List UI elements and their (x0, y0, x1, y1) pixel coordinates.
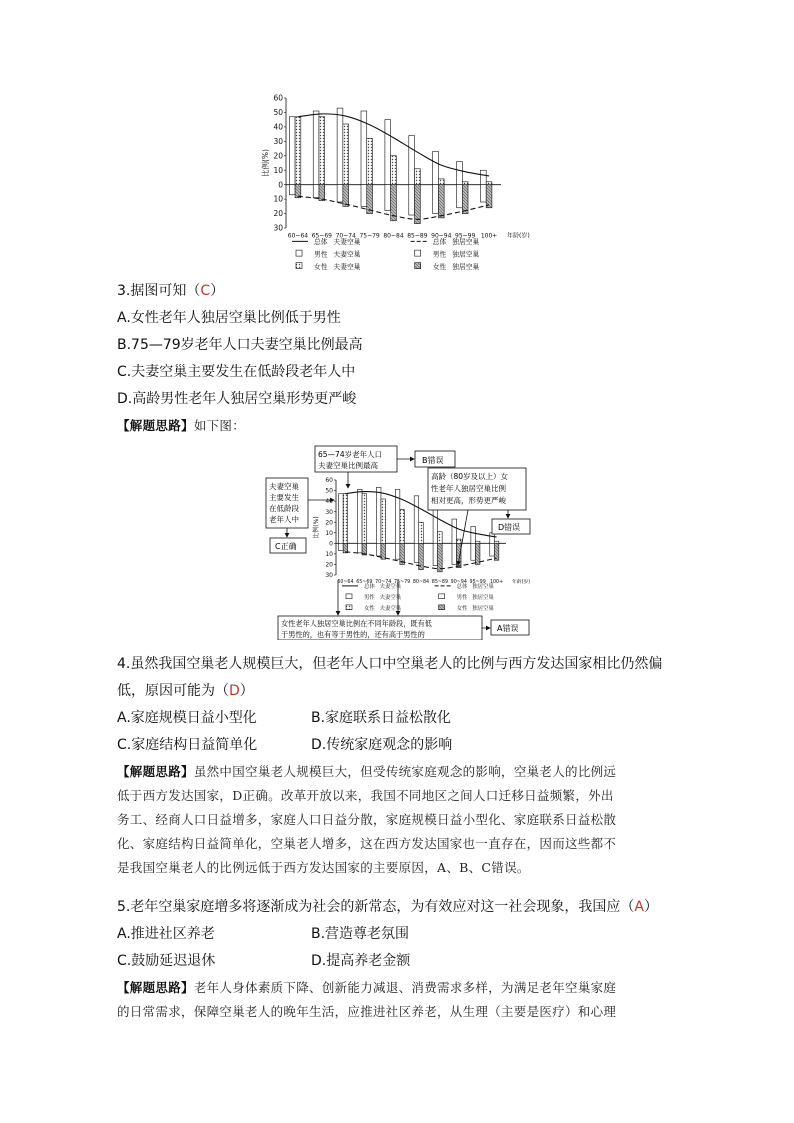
y-tick-label: 60 (273, 93, 283, 103)
y-tick-label: 40 (273, 122, 283, 132)
q5-analysis: 【解题思路】老年人身体素质下降、创新能力减退、消费需求多样，为满足老年空巢家庭 的日常需求，保障空巢老人的晚年生活，应推进社区养老，从生理（主要是医疗）和心理 (117, 978, 677, 1026)
legend-swatch (439, 605, 445, 610)
x-tick-label: 70~74 (375, 580, 392, 585)
x-tick-label: 85~89 (431, 580, 449, 585)
q3-answer: C (200, 283, 211, 299)
y-tick-label: 10 (325, 529, 333, 537)
x-tick-label: 100+ (489, 580, 504, 585)
legend-swatch (296, 250, 302, 256)
legend-label: 夫妻空巢 (379, 584, 402, 590)
q4-stem-line1: 4.虽然我国空巢老人规模巨大，但老年人口中空巢老人的比例与西方发达国家相比仍然偏 (117, 656, 663, 672)
y-tick-label: 30 (273, 223, 283, 233)
box-b-line1: 65—74岁老年人口 (318, 450, 383, 459)
bar-female-couple (381, 499, 386, 543)
legend-label: 夫妻空巢 (333, 238, 361, 246)
x-tick-label: 80~84 (383, 232, 404, 240)
x-axis-label: 年龄(岁) (507, 232, 530, 240)
diagram-svg (258, 440, 538, 640)
bar-male-alone (471, 543, 476, 560)
bar-female-couple (343, 494, 348, 544)
q4-answer: D (229, 683, 240, 699)
legend-label: 独居空巢 (472, 595, 494, 601)
x-tick-label: 80~84 (412, 580, 430, 585)
bar-female-alone (415, 185, 421, 224)
legend-label: 女性 (314, 263, 328, 271)
bar-male-couple (385, 120, 391, 185)
q4-option-c: C.家庭结构日益简单化 (117, 737, 258, 753)
legend-label: 总体 (456, 584, 468, 590)
bar-male-couple (414, 496, 419, 543)
bar-female-couple (457, 539, 462, 543)
x-tick-label: 90~94 (431, 232, 452, 240)
y-tick-label: 0 (278, 180, 283, 190)
box-b-line2: 夫妻空巢比例最高 (318, 461, 378, 470)
bar-male-couple (358, 490, 363, 544)
y-tick-label: 20 (273, 209, 283, 219)
legend-label: 独居空巢 (472, 606, 494, 612)
bar-female-couple (391, 156, 397, 185)
y-tick-label: 30 (273, 136, 283, 146)
q5-option-b: B.营造尊老氛围 (311, 926, 410, 942)
legend-label: 总体 (432, 238, 447, 246)
bar-male-alone (361, 185, 367, 207)
bar-male-alone (358, 543, 363, 553)
label-c: C正确 (275, 542, 297, 551)
bar-male-alone (414, 543, 419, 562)
x-tick-label: 75~79 (393, 580, 411, 585)
legend-label: 独居空巢 (472, 584, 494, 590)
q4-option-a: A.家庭规模日益小型化 (117, 710, 257, 726)
bar-male-alone (409, 185, 415, 215)
bar-male-alone (433, 185, 439, 214)
legend-swatch (346, 594, 352, 599)
q4-analysis-line: 务工、经商人口日益增多，家庭人口日益分散，家庭规模日益小型化、家庭联系日益松散 (117, 812, 617, 827)
bar-male-couple (313, 111, 319, 185)
y-tick-label: 10 (325, 550, 333, 558)
q4-analysis-line: 化、家庭结构日益简单化，空巢老人增多，这在西方发达国家也一直存在，因而这些都不 (117, 836, 617, 851)
x-tick-label: 65~69 (311, 232, 332, 240)
x-tick-label: 95~99 (469, 580, 486, 585)
bar-female-couple (494, 541, 499, 543)
legend-swatch (439, 594, 445, 599)
bar-male-couple (452, 519, 457, 543)
chart-svg (250, 92, 530, 272)
bar-male-alone (457, 185, 463, 208)
bar-female-couple (419, 522, 424, 543)
bar-female-couple (486, 182, 492, 185)
bar-male-alone (395, 543, 400, 559)
legend-label: 男性 (432, 250, 447, 259)
bar-female-couple (438, 179, 444, 185)
legend-swatch (415, 250, 421, 256)
label-a: A错误 (497, 624, 519, 633)
q5-option-d: D.提高养老金额 (311, 953, 411, 969)
bar-male-alone (433, 543, 438, 565)
bar-male-alone (490, 543, 495, 556)
legend-label: 夫妻空巢 (333, 263, 361, 271)
x-tick-label: 100+ (480, 232, 498, 240)
box-d-line3: 相对更高，形势更严峻 (431, 496, 506, 505)
bar-female-alone (343, 185, 349, 207)
y-tick-label: 20 (273, 151, 283, 161)
y-axis-label: 比例(%) (261, 149, 270, 177)
bar-male-alone (376, 543, 381, 556)
q4-analysis: 【解题思路】虽然中国空巢老人规模巨大，但受传统家庭观念的影响，空巢老人的比例远 低于西方发达国家，D正确。改革开放以来，我国不同地区之间人口迁移日益频繁，外出 务工、经商人口日益增多，家庭人口日益分散，家庭规模日益小型化、家庭联系日益松散 化、家庭结构日益简单化，空巢老人增多，这在西方发达国家也一直存在，因而这些都不 是我国空巢老人的比例远低于西方发达国家的主要原因，A、B、C错误。 (117, 762, 677, 882)
label-b: B错误 (422, 456, 444, 465)
label-d: D错误 (498, 523, 521, 532)
x-tick-label: 75~79 (359, 232, 380, 240)
box-d-line2: 性老年人独居空巢比例 (431, 484, 506, 493)
q3-analysis: 【解题思路】如下图： (117, 418, 246, 433)
x-tick-label: 95~99 (455, 232, 476, 240)
y-tick-label: 10 (273, 165, 283, 175)
y-tick-label: 20 (325, 561, 333, 569)
bar-male-couple (471, 526, 476, 543)
box-a-line1: 女性老年人独居空巢比例在不同年龄段，既有低 (281, 619, 432, 628)
legend-label: 总体 (314, 238, 328, 246)
bar-female-couple (343, 124, 349, 185)
y-tick-label: 40 (325, 498, 333, 506)
legend-swatch (415, 263, 421, 269)
x-tick-label: 70~74 (335, 232, 356, 240)
legend-label: 夫妻空巢 (379, 595, 402, 601)
q4-analysis-line: 低于西方发达国家，D正确。改革开放以来，我国不同地区之间人口迁移日益频繁，外出 (117, 788, 614, 803)
q5-stem: 5.老年空巢家庭增多将逐渐成为社会的新常态，为有效应对这一社会现象，我国应（A） (117, 899, 658, 915)
bar-male-alone (480, 185, 486, 202)
legend-label: 男性 (364, 595, 375, 601)
bar-female-alone (475, 543, 480, 564)
x-tick-label: 60~64 (287, 232, 309, 240)
x-tick-label: 85~89 (407, 232, 428, 240)
bar-male-couple (376, 487, 381, 543)
bar-male-couple (433, 507, 438, 543)
legend-label: 夫妻空巢 (333, 250, 361, 259)
q4-analysis-line: 是我国空巢老人的比例远低于西方发达国家的主要原因，A、B、C错误。 (117, 860, 530, 875)
q5-analysis-line: 的日常需求，保障空巢老人的晚年生活，应推进社区养老，从生理（主要是医疗）和心理 (117, 1004, 617, 1019)
bar-female-couple (475, 541, 480, 543)
q4-option-b: B.家庭联系日益松散化 (311, 710, 452, 726)
analysis-tag: 【解题思路】 (117, 418, 194, 433)
y-tick-label: 50 (325, 487, 333, 495)
analysis-tag: 【解题思路】 (117, 980, 194, 995)
legend-label: 女性 (456, 606, 468, 612)
q5-answer: A (634, 899, 644, 915)
bar-female-alone (367, 185, 373, 214)
analysis-tag: 【解题思路】 (117, 764, 194, 779)
y-tick-label: 30 (325, 572, 333, 580)
legend-label: 女性 (432, 263, 447, 271)
y-tick-label: 60 (325, 477, 333, 485)
q5-option-c: C.鼓励延迟退休 (117, 953, 216, 969)
bar-female-couple (362, 494, 367, 544)
legend-label: 独居空巢 (452, 263, 480, 271)
legend-swatch (346, 605, 352, 610)
bar-male-alone (452, 543, 457, 564)
legend-label: 独居空巢 (452, 250, 480, 259)
q5-option-a: A.推进社区养老 (117, 926, 215, 942)
y-axis-label: 比例(%) (313, 516, 320, 539)
bar-female-couple (367, 138, 373, 184)
bar-male-couple (480, 170, 486, 184)
bar-female-alone (295, 185, 301, 198)
box-a-line2: 于男性的，也有等于男性的，还有高于男性的 (281, 630, 425, 639)
legend-label: 女性 (364, 606, 375, 612)
bar-female-alone (462, 185, 468, 214)
legend-label: 男性 (314, 250, 328, 259)
bar-male-couple (289, 117, 295, 185)
x-axis-label: 年龄(岁) (512, 580, 531, 585)
legend-label: 独居空巢 (452, 238, 480, 246)
bar-male-alone (337, 185, 343, 202)
bar-female-alone (494, 543, 499, 560)
q3-option-d: D.高龄男性老年人独居空巢形势更严峻 (117, 391, 357, 407)
bar-female-alone (486, 185, 492, 208)
bar-female-alone (319, 185, 325, 201)
bar-male-alone (385, 185, 391, 211)
bar-male-alone (289, 185, 295, 195)
q4-option-d: D.传统家庭观念的影响 (311, 737, 453, 753)
box-c-line1: 夫妻空巢 (269, 482, 299, 491)
bar-female-couple (438, 532, 443, 544)
bar-male-couple (339, 494, 344, 544)
y-tick-label: 20 (325, 519, 333, 527)
q4-stem-line2: 低，原因可能为（D） (117, 683, 254, 699)
bar-female-couple (462, 182, 468, 185)
bar-female-alone (438, 185, 444, 218)
bar-female-alone (438, 543, 443, 572)
bar-male-couple (337, 108, 343, 185)
legend-swatch (296, 263, 302, 269)
bar-female-couple (295, 117, 301, 185)
bar-male-couple (433, 151, 439, 184)
bar-male-alone (313, 185, 319, 198)
bar-male-couple (409, 136, 415, 185)
annotated-diagram (258, 440, 538, 640)
q3-option-a: A.女性老年人独居空巢比例低于男性 (117, 310, 341, 326)
x-tick-label: 90~94 (450, 580, 467, 585)
bar-male-couple (457, 162, 463, 185)
x-tick-label: 65~69 (356, 580, 373, 585)
q3-stem: 3.据图可知（C） (117, 283, 225, 299)
legend-label: 男性 (456, 595, 468, 601)
bar-female-couple (319, 117, 325, 185)
y-tick-label: 10 (273, 194, 283, 204)
chart-empty-nest (250, 92, 530, 272)
box-d-line1: 高龄（80岁及以上）女 (431, 472, 509, 481)
box-c-line2: 主要发生 (269, 493, 299, 502)
box-c-line3: 在低龄段 (269, 504, 299, 513)
x-tick-label: 60~64 (337, 580, 354, 585)
bar-male-alone (339, 543, 344, 550)
q3-option-c: C.夫妻空巢主要发生在低龄段老年人中 (117, 364, 356, 380)
legend-label: 夫妻空巢 (379, 606, 402, 612)
bar-female-couple (415, 169, 421, 185)
bar-female-alone (457, 543, 462, 567)
box-c-line4: 老年人中 (269, 515, 299, 524)
y-tick-label: 0 (329, 540, 333, 548)
q3-option-b: B.75—79岁老年人口夫妻空巢比例最高 (117, 337, 363, 353)
bar-female-couple (400, 510, 405, 544)
legend-label: 总体 (364, 584, 375, 590)
y-tick-label: 50 (273, 108, 283, 118)
y-tick-label: 30 (325, 508, 333, 516)
